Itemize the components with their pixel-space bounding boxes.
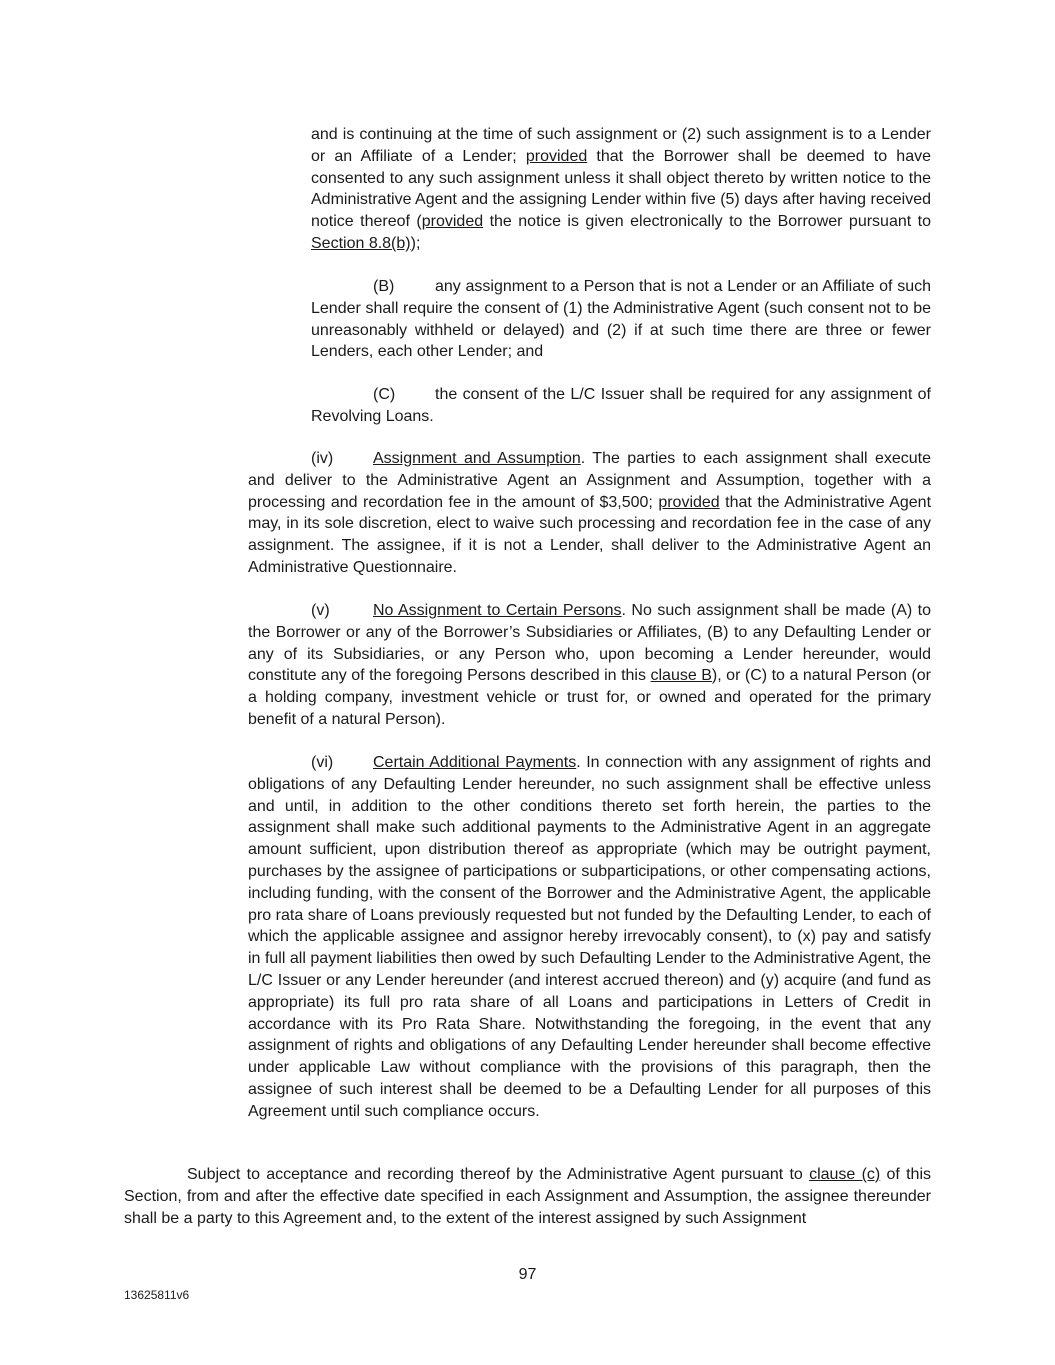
clause-text: any assignment to a Person that is not a Lender or an Affiliate of such Lender shall require the consent of (1) the Administrative Agent (such consent not to be unreasonably withheld or delayed) and (2) if at such time there are three or fewer Lenders, each other Lender; and <box>311 278 931 361</box>
clause-label: (C) <box>373 386 396 403</box>
clause-reference: clause B <box>650 667 712 685</box>
section-label: (iv) <box>311 450 334 467</box>
clause-reference: clause (c) <box>809 1166 881 1183</box>
text-run: and is continuing at the time of such assignment or (2) such assignment is to a Lender or an Affiliate of a Lender; <box>311 126 931 165</box>
section-heading: Certain Additional Payments <box>373 754 577 771</box>
paragraph-continuation <box>311 124 931 255</box>
section-reference: Section 8.8(b) <box>311 234 411 252</box>
clause-b <box>311 276 931 363</box>
text-run: . In connection with any assignment of rights and obligations of any Defaulting Lender hereunder, no such assignment shall be effective unless and until, in addition to the other conditions thereto set forth herein, the parties to the assignment shall make such additional payments to the Administrative Agent in an aggregate amount sufficient, upon distribution thereof as appropriate (which may be outright payment, purchases by the assignee of participations or subparticipations, or other compensating actions, including funding, with the consent of the Borrower and the Administrative Agent, the applicable pro rata share of Loans previously requested but not funded by the Defaulting Lender, to each of which the applicable assignee and assignor hereby irrevocably consent), to (x) pay and satisfy in full all payment liabilities then owed by such Defaulting Lender to the Administrative Agent, the L/C Issuer or any Lender hereunder (and interest accrued thereon) and (y) acquire (and fund as appropriate) its full pro rata share of all Loans and participations in Letters of Credit in accordance with its Pro Rata Share. Notwithstanding the foregoing, in the event that any assignment of rights and obligations of any Defaulting Lender hereunder shall become effective under applicable Law without compliance with the provisions of this paragraph, then the assignee of such interest shall be deemed to be a Defaulting Lender for all purposes of this Agreement until such compliance occurs. <box>248 754 931 1120</box>
section-label: (vi) <box>311 754 334 771</box>
clause-text: the consent of the L/C Issuer shall be required for any assignment of Revolving Loans. <box>311 386 931 425</box>
section-label: (v) <box>311 602 330 619</box>
text-run: ), or (C) to a natural Person (or a holding company, investment vehicle or trust for, or owned and operated for the primary benefit of a natural Person). <box>248 667 932 728</box>
document-id: 13625811v6 <box>124 1288 190 1302</box>
text-run: that the Administrative Agent may, in its sole discretion, elect to waive such processing and recordation fee in the case of any assignment. The assignee, if it is not a Lender, shall deliver to the Administrative Agent an Administrative Questionnaire. <box>248 493 932 576</box>
closing-paragraph <box>124 1164 931 1229</box>
text-run: of this Section, from and after the effective date specified in each Assignment and Assumption, the assignee thereunder shall be a party to this Agreement and, to the extent of the interest assigned by such Assignment <box>124 1166 931 1227</box>
text-run: Subject to acceptance and recording thereof by the Administrative Agent pursuant to <box>187 1166 810 1183</box>
clause-label: (B) <box>373 278 395 295</box>
section-iv <box>248 448 931 579</box>
provided-term: provided <box>525 147 588 165</box>
text-run: ); <box>410 234 421 252</box>
text-run: that the Borrower shall be deemed to have consented to any such assignment unless it shall object thereto by written notice to the Administrative Agent and the assigning Lender within five (5) days after having received notice thereof ( <box>311 147 931 231</box>
text-run: the notice is given electronically to the Borrower pursuant to <box>483 213 931 231</box>
page-number: 97 <box>518 1266 537 1283</box>
text-run: . No such assignment shall be made (A) to the Borrower or any of the Borrower’s Subsidiaries or Affiliates, (B) to any Defaulting Lender or any of its Subsidiaries, or any Person who, upon becoming a Lender hereunder, would constitute any of the foregoing Persons described in this <box>248 602 931 685</box>
section-heading: Assignment and Assumption <box>373 450 581 467</box>
section-vi <box>248 752 931 1123</box>
provided-term: provided <box>421 213 484 231</box>
section-heading: No Assignment to Certain Persons <box>373 602 622 619</box>
clause-c <box>311 384 931 428</box>
text-run: . The parties to each assignment shall execute and deliver to the Administrative Agent an Assignment and Assumption, together with a processing and recordation fee in the amount of $3,500; <box>248 450 931 511</box>
section-v <box>248 600 931 731</box>
provided-term: provided <box>658 493 720 511</box>
